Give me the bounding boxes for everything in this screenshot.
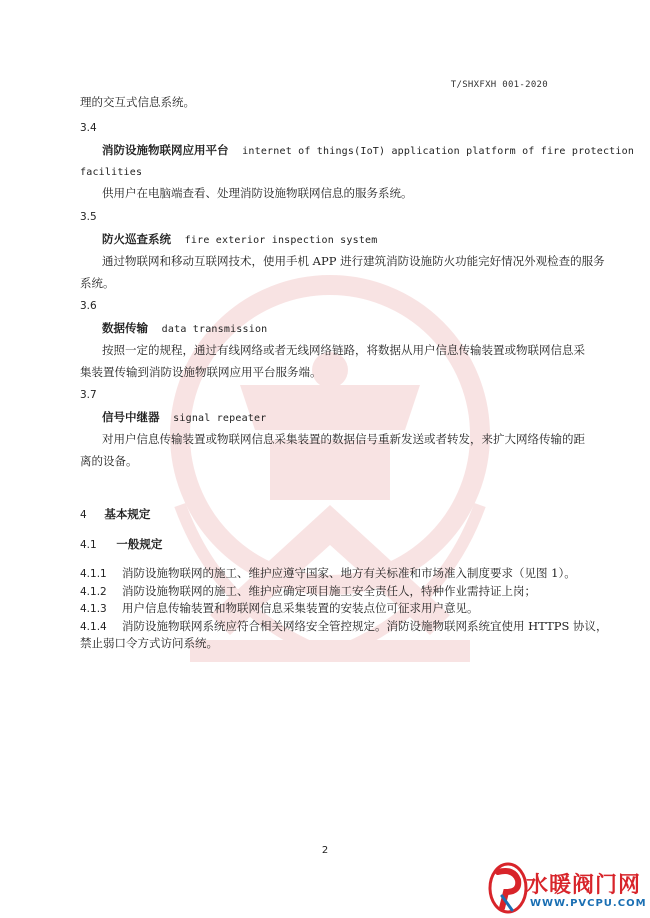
term-en: fire exterior inspection system <box>184 235 378 246</box>
clause-4-1-1 <box>80 566 576 582</box>
definition-3-6-line1: 按照一定的规程，通过有线网络或者无线网络链路，将数据从用户信息传输装置或物联网信息采 <box>102 343 585 357</box>
clause-text: 消防设施物联网的施工、维护应遵守国家、地方有关标准和市场准入制度要求（见图 1）。 <box>122 566 576 580</box>
section-number-3-5: 3.5 <box>80 211 97 223</box>
term-en: internet of things(IoT) application platform of fire protection <box>242 146 635 157</box>
clause-number: 4.1.4 <box>80 621 107 633</box>
term-en: data transmission <box>161 324 268 335</box>
clause-number: 4.1.2 <box>80 586 107 598</box>
clause-4-1-2 <box>80 584 536 600</box>
clause-text: 消防设施物联网系统应符合相关网络安全管控规定。消防设施物联网系统宜使用 HTTPS 协议， <box>122 619 608 633</box>
section-number-3-6: 3.6 <box>80 300 97 312</box>
term-en: signal repeater <box>173 413 267 424</box>
section-title: 一般规定 <box>116 537 163 551</box>
term-zh: 数据传输 <box>102 321 148 335</box>
page-number: 2 <box>321 845 329 856</box>
term-zh: 消防设施物联网应用平台 <box>102 143 229 157</box>
chapter-number: 4 <box>80 509 87 521</box>
term-en-cont: facilities <box>80 167 143 178</box>
continued-line: 理的交互式信息系统。 <box>80 95 195 109</box>
clause-text: 消防设施物联网的施工、维护应确定项目施工安全责任人，特种作业需持证上岗； <box>122 584 536 598</box>
pipe-logo-icon <box>488 862 528 914</box>
clause-4-1-4-cont: 禁止弱口令方式访问系统。 <box>80 636 218 650</box>
doc-code: T/SHXFXH 001-2020 <box>450 80 548 90</box>
chapter-4-heading <box>80 507 150 523</box>
logo-name: 水暖阀门网 <box>526 873 642 898</box>
clause-text: 用户信息传输装置和物联网信息采集装置的安装点位可征求用户意见。 <box>122 601 479 615</box>
definition-3-7-line1: 对用户信息传输装置或物联网信息采集装置的数据信号重新发送或者转发，来扩大网络传输的距 <box>102 432 585 446</box>
definition-3-5-line1: 通过物联网和移动互联网技术，使用手机 APP 进行建筑消防设施防火功能完好情况外观检查的服务 <box>102 254 605 268</box>
clause-number: 4.1.3 <box>80 603 107 615</box>
term-3-4 <box>102 143 634 159</box>
term-3-7 <box>102 410 266 426</box>
term-zh: 防火巡查系统 <box>102 232 171 246</box>
section-number-3-4: 3.4 <box>80 122 97 134</box>
clause-number: 4.1.1 <box>80 568 107 580</box>
term-3-5 <box>102 232 378 248</box>
site-logo[interactable] <box>488 862 650 918</box>
clause-4-1-3 <box>80 601 479 617</box>
definition-3-4: 供用户在电脑端查看、处理消防设施物联网信息的服务系统。 <box>102 186 413 200</box>
term-3-6 <box>102 321 267 337</box>
clause-4-1-4 <box>80 619 608 635</box>
definition-3-6-line2: 集装置传输到消防设施物联网应用平台服务端。 <box>80 365 322 379</box>
definition-3-7-line2: 离的设备。 <box>80 454 138 468</box>
section-4-1-heading <box>80 537 162 553</box>
section-number-3-7: 3.7 <box>80 389 97 401</box>
definition-3-5-line2: 系统。 <box>80 276 115 290</box>
logo-url: WWW.PVCPU.COM <box>530 898 647 909</box>
term-zh: 信号中继器 <box>102 410 160 424</box>
section-number: 4.1 <box>80 539 97 551</box>
chapter-title: 基本规定 <box>104 507 151 521</box>
